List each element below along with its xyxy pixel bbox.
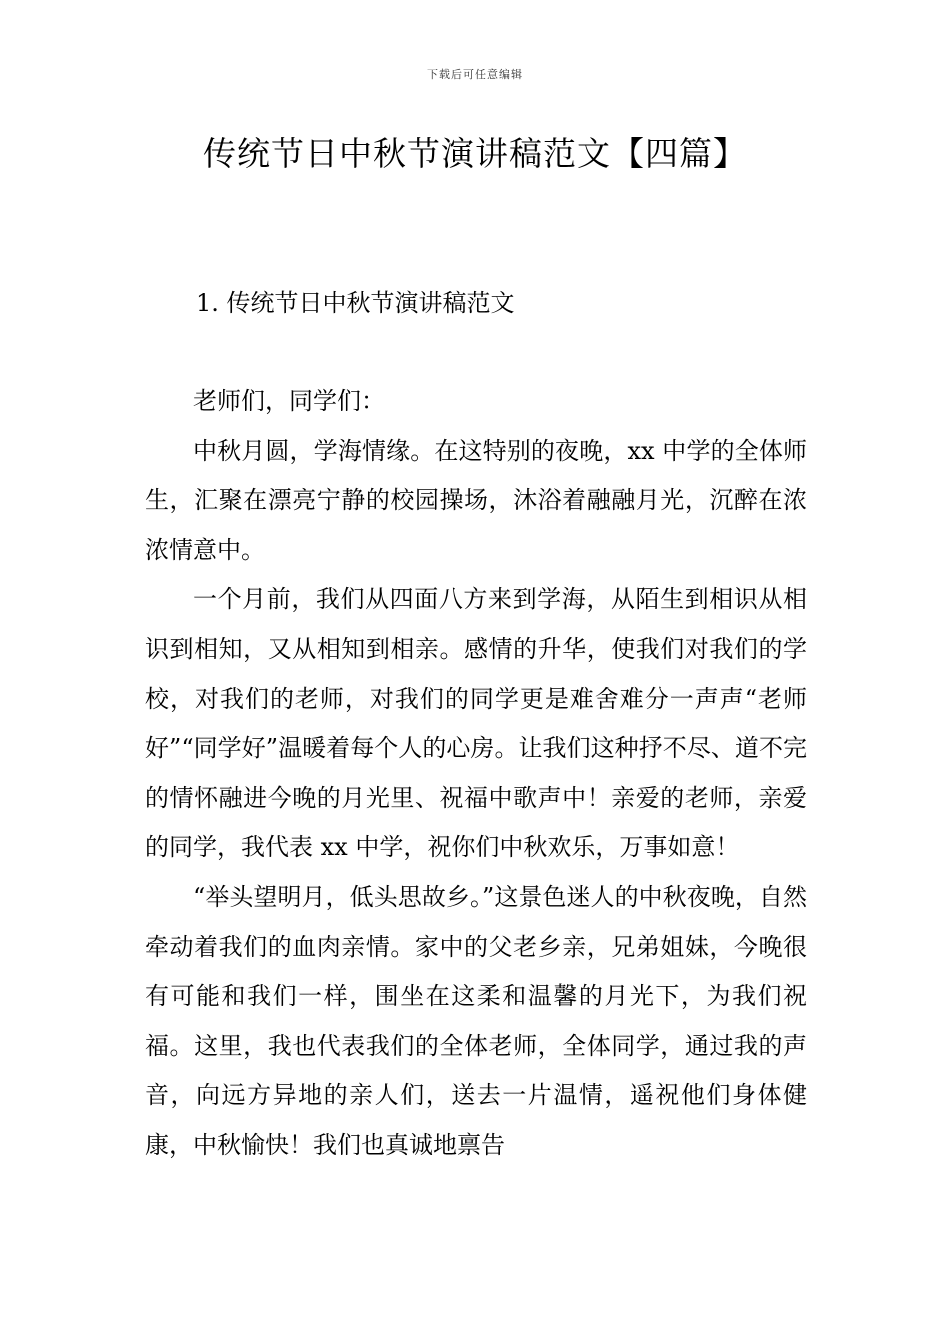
header-note: 下载后可任意编辑 [427, 68, 523, 81]
document-title: 传统节日中秋节演讲稿范文【四篇】 [203, 134, 747, 173]
section-heading: 1. 传统节日中秋节演讲稿范文 [196, 289, 515, 317]
paragraph: “举头望明月，低头思故乡。”这景色迷人的中秋夜晚，自然牵动着我们的血肉亲情。家中的父老乡亲，兄弟姐妹，今晚很有可能和我们一样，围坐在这柔和温馨的月光下，为我们祝福。这里，我也代表我们的全体老师，全体同学，通过我的声音，向远方异地的亲人们，送去一片温情，遥祝他们身体健康，中秋愉快！我们也真诚地禀告 [145, 882, 807, 1159]
paragraph: 中秋月圆，学海情缘。在这特别的夜晚，xx 中学的全体师生，汇聚在漂亮宁静的校园操场，沐浴着融融月光，沉醉在浓浓情意中。 [145, 436, 807, 564]
document-body [145, 377, 807, 1171]
paragraph-greeting: 老师们，同学们： [193, 387, 385, 415]
paragraph: 一个月前，我们从四面八方来到学海，从陌生到相识从相识到相知，又从相知到相亲。感情的升华，使我们对我们的学校，对我们的老师，对我们的同学更是难舍难分一声声“老师好”“同学好”温暖着每个人的心房。让我们这种抒不尽、道不完的情怀融进今晚的月光里、祝福中歌声中！亲爱的老师，亲爱的同学，我代表 xx 中学，祝你们中秋欢乐，万事如意！ [145, 585, 807, 862]
